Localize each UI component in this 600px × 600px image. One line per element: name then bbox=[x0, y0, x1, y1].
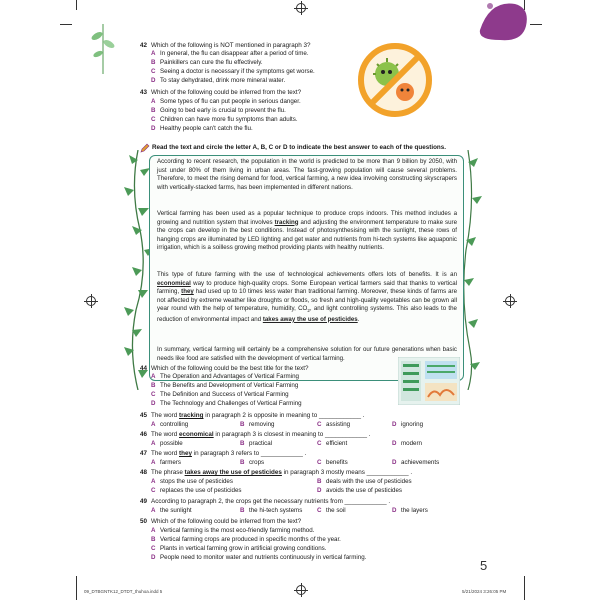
q46-option-b[interactable]: B practical bbox=[240, 440, 273, 447]
word-they: they bbox=[181, 288, 194, 295]
q45-option-a[interactable]: A controlling bbox=[151, 421, 189, 428]
q45-option-c[interactable]: C assisting bbox=[317, 421, 351, 428]
registration-mark-left bbox=[86, 296, 96, 306]
q46-option-c[interactable]: C efficient bbox=[317, 440, 348, 447]
question-47: 47 The word they in paragraph 3 refers to ____________ . bbox=[140, 450, 307, 457]
q42-option-c[interactable]: C Seeing a doctor is necessary if the symptoms get worse. bbox=[151, 68, 315, 75]
question-48: 48 The phrase takes away the use of pesticides in paragraph 3 mostly means ____________ . bbox=[140, 469, 413, 476]
q43-option-c[interactable]: C Children can have more flu symptoms than adults. bbox=[151, 116, 298, 123]
passage-paragraph-2: Vertical farming has been used as a popular technique to produce crops indoors. This method includes a growing and nutrition system that involves tracking and adjusting the environment temperature to make sure the crops can develop in the best conditions. Instead of photosynthesising with the sunlight, these rows of hanging crops are illuminated by LED lighting and get water and nutrients from hi-tech systems like aquaponic irrigation, which is a soilless growing method providing plants with healthy nutrients. bbox=[157, 210, 457, 251]
q43-option-b[interactable]: B Going to bed early is crucial to prevent the flu. bbox=[151, 107, 286, 114]
q46-option-d[interactable]: D modern bbox=[392, 440, 422, 447]
question-44: 44 Which of the following could be the best title for the text? bbox=[140, 365, 309, 372]
q50-option-a[interactable]: A Vertical farming is the most eco-friendly farming method. bbox=[151, 527, 315, 534]
registration-mark-right bbox=[505, 296, 515, 306]
q47-option-b[interactable]: B crops bbox=[240, 459, 265, 466]
q47-option-c[interactable]: C benefits bbox=[317, 459, 348, 466]
q48-option-b[interactable]: B deals with the use of pesticides bbox=[317, 478, 412, 485]
q49-option-d[interactable]: D the layers bbox=[392, 507, 428, 514]
registration-mark-top bbox=[296, 3, 306, 13]
decorative-purple-blob bbox=[470, 0, 530, 44]
footer-file-name: 09_DTBGNTK12_DTDT_thuhoa.indd 5 bbox=[84, 589, 163, 594]
question-49: 49 According to paragraph 2, the crops get the necessary nutrients from ____________ . bbox=[140, 498, 391, 505]
word-economical: economical bbox=[157, 279, 191, 287]
q50-option-b[interactable]: B Vertical farming crops are produced in specific months of the year. bbox=[151, 536, 341, 543]
q46-option-a[interactable]: A possible bbox=[151, 440, 183, 447]
q47-option-d[interactable]: D achievements bbox=[392, 459, 440, 466]
page-number: 5 bbox=[480, 558, 488, 573]
q49-option-c[interactable]: C the soil bbox=[317, 507, 346, 514]
crop-mark bbox=[60, 24, 72, 25]
question-50: 50 Which of the following could be inferred from the text? bbox=[140, 518, 302, 525]
q49-option-b[interactable]: B the hi-tech systems bbox=[240, 507, 303, 514]
q49-option-a[interactable]: A the sunlight bbox=[151, 507, 192, 514]
crop-mark bbox=[76, 576, 77, 600]
crop-mark bbox=[76, 0, 77, 10]
question-45: 45 The word tracking in paragraph 2 is opposite in meaning to ____________ . bbox=[140, 412, 365, 419]
no-virus-icon bbox=[357, 42, 433, 118]
q44-option-d[interactable]: D The Technology and Challenges of Vertical Farming bbox=[151, 400, 302, 407]
q44-option-a[interactable]: A The Operation and Advantages of Vertical Farming bbox=[151, 373, 299, 380]
q42-option-b[interactable]: B Painkillers can cure the flu effectively. bbox=[151, 59, 263, 66]
q48-option-c[interactable]: C replaces the use of pesticides bbox=[151, 487, 242, 494]
plant-decoration-icon bbox=[88, 14, 118, 74]
q42-option-d[interactable]: D To stay dehydrated, drink more mineral water. bbox=[151, 77, 286, 84]
q47-option-a[interactable]: A farmers bbox=[151, 459, 181, 466]
q50-option-c[interactable]: C Plants in vertical farming grow in artificial growing conditions. bbox=[151, 545, 327, 552]
q48-option-a[interactable]: A stops the use of pesticides bbox=[151, 478, 233, 485]
q44-option-b[interactable]: B The Benefits and Development of Vertical Farming bbox=[151, 382, 299, 389]
question-46: 46 The word economical in paragraph 3 is closest in meaning to ____________ . bbox=[140, 431, 371, 438]
q42-option-a[interactable]: A In general, the flu can disappear after a period of time. bbox=[151, 50, 309, 57]
passage-paragraph-3: This type of future farming with the use of technological achievements offers lots of benefits. It is an economical way to produce high-quality crops. Some European vertical farmers said that thanks to vertical farming, they had used up to 10 times less water than traditional farming. Moreover, these kinds of farms are not affected by extreme weather like droughts or floods, so fresh and high-quality vegetables can be grown all year round with the help of temperature, humidity, $CO_2$, and light controlling systems. This also leads to the reduction of environmental impact and takes away the use of pesticides. bbox=[157, 271, 457, 323]
q45-option-d[interactable]: D ignoring bbox=[392, 421, 424, 428]
registration-mark-bottom bbox=[296, 585, 306, 595]
footer-timestamp: 5/21/2024 3:26:05 PM bbox=[462, 589, 507, 594]
q43-option-d[interactable]: D Healthy people can't catch the flu. bbox=[151, 125, 253, 132]
question-43: 43 Which of the following could be inferred from the text? bbox=[140, 89, 302, 96]
question-42: 42 Which of the following is NOT mentioned in paragraph 3? bbox=[140, 42, 311, 49]
word-tracking: tracking bbox=[274, 218, 299, 226]
q48-option-d[interactable]: D avoids the use of pesticides bbox=[317, 487, 403, 494]
passage-paragraph-4: In summary, vertical farming will certainly be a comprehensive solution for our future generations when basic needs like food are satisfied with the development of vertical farming. bbox=[157, 346, 457, 362]
q43-option-a[interactable]: A Some types of flu can put people in serious danger. bbox=[151, 98, 301, 105]
crop-mark bbox=[524, 576, 525, 600]
crop-mark bbox=[530, 24, 542, 25]
phrase-takes-away: takes away the use of pesticides bbox=[262, 315, 358, 323]
q50-option-d[interactable]: D People need to monitor water and nutrients continuously in vertical farming. bbox=[151, 554, 367, 561]
passage-paragraph-1: According to recent research, the population in the world is predicted to be more than 9 billion by 2050, with just under 80% of them living in urban areas. The fast-growing population will cause several problems. Therefore, to meet the rising demand for food, vertical farming, a new idea involving constructing skyscrapers with vertically-stacked farms, has been implemented in different nations. bbox=[157, 158, 457, 191]
q44-option-c[interactable]: C The Definition and Success of Vertical Farming bbox=[151, 391, 289, 398]
q45-option-b[interactable]: B removing bbox=[240, 421, 275, 428]
passage-instruction: Read the text and circle the letter A, B, C or D to indicate the best answer to each of the questions. bbox=[152, 144, 447, 151]
